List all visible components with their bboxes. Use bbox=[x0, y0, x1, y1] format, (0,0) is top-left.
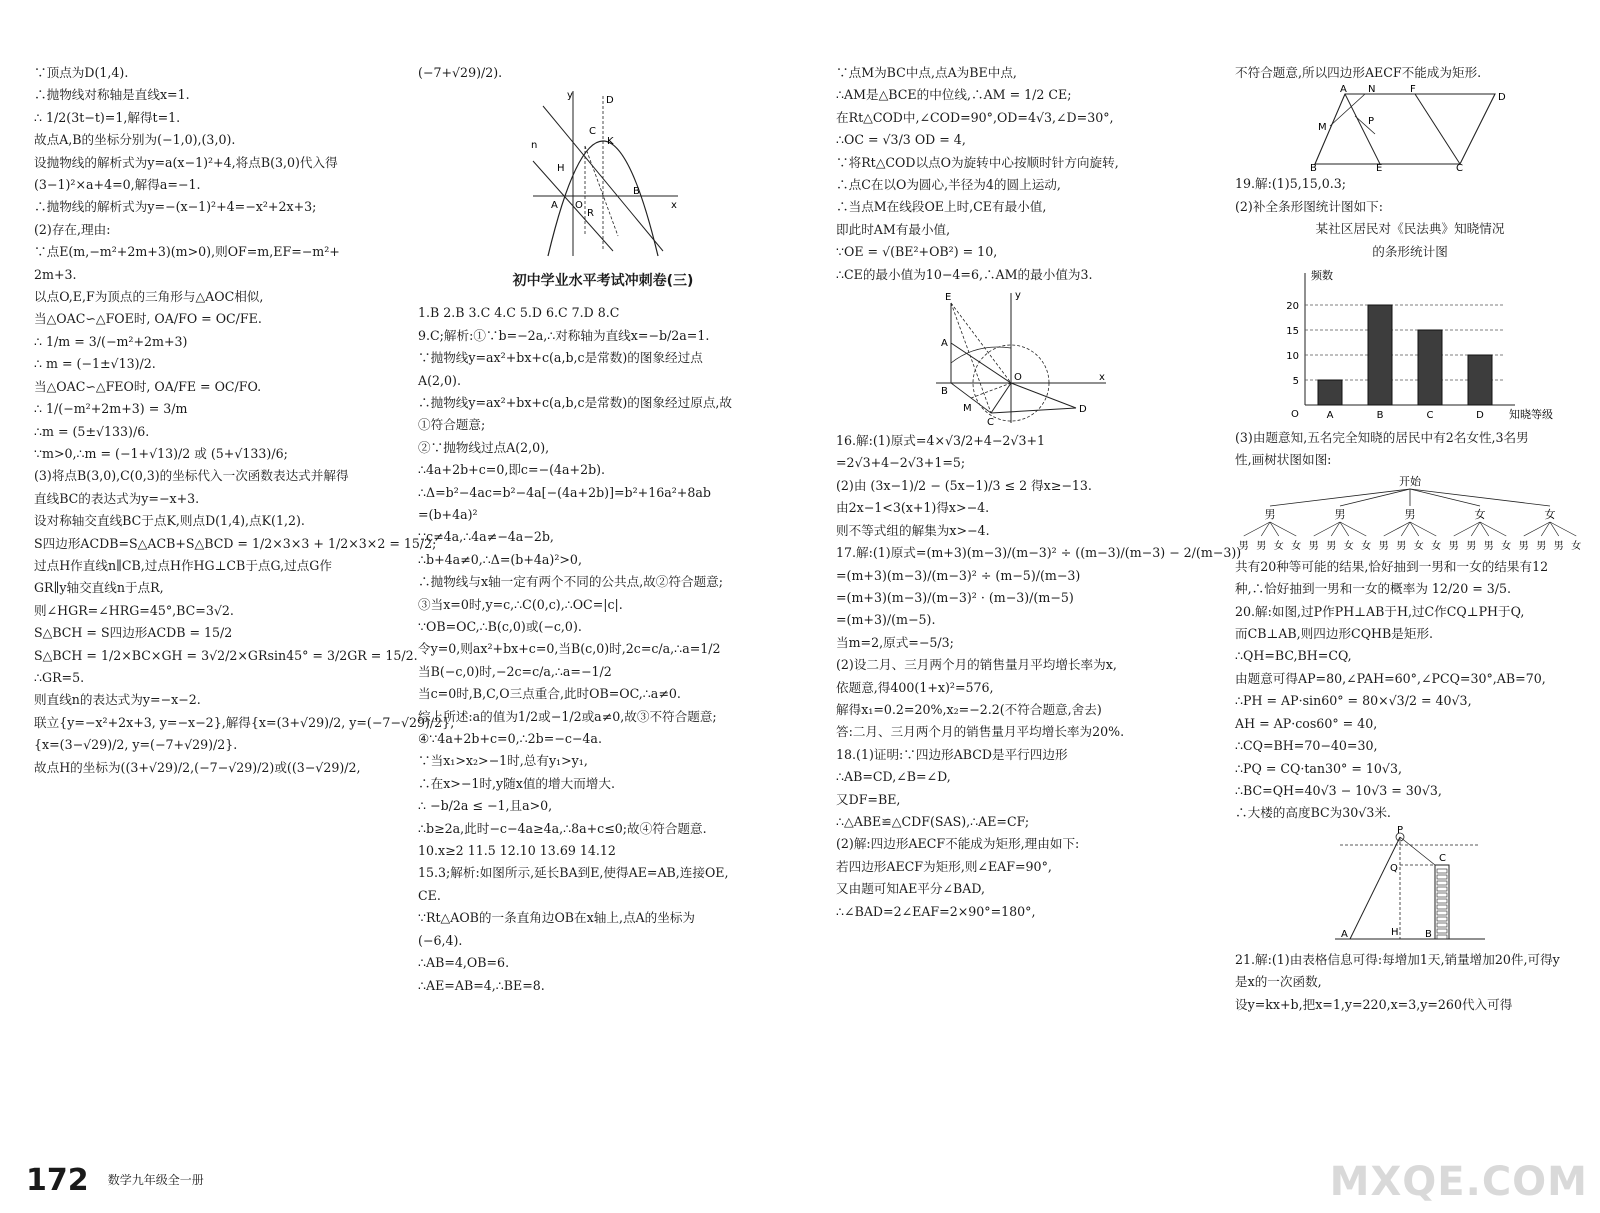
text-line: (2)由 (3x−1)/2 − (5x−1)/3 ≤ 2 得x≥−13. bbox=[836, 477, 1092, 493]
text-line: ∵点M为BC中点,点A为BE中点, bbox=[836, 65, 1017, 80]
text-line: 答:二月、三月两个月的销售量月平均增长率为20%. bbox=[836, 724, 1125, 740]
text-line: ∵顶点为D(1,4). bbox=[34, 65, 129, 80]
tree-branch bbox=[1270, 522, 1296, 536]
text-line: ∴抛物线的解析式为y=−(x−1)²+4=−x²+2x+3; bbox=[34, 199, 317, 215]
text-line: (2)设二月、三月两个月的销售量月平均增长率为x, bbox=[836, 657, 1117, 673]
text-line: 种,∴恰好抽到一男和一女的概率为 12/20 = 3/5. bbox=[1235, 581, 1512, 597]
tree-branch bbox=[1270, 489, 1410, 506]
text-line: S四边形ACDB=S△ACB+S△BCD = 1/2×3×3 + 1/2×3×2 = 15/2; bbox=[34, 535, 437, 551]
text-line: 设y=kx+b,把x=1,y=220,x=3,y=260代入可得 bbox=[1235, 996, 1513, 1012]
bar bbox=[1468, 355, 1492, 405]
text-line: ∴b≥2a,此时−c−4a≥4a,∴8a+c≤0;故④符合题意. bbox=[418, 820, 707, 836]
text-line: ∴PQ = CQ·tan30° = 10√3, bbox=[1235, 760, 1402, 776]
text-line: 由2x−1<3(x+1)得x>−4. bbox=[836, 500, 990, 516]
text-line: ∴ 1/2(3t−t)=1,解得t=1. bbox=[34, 109, 181, 125]
text-line: ∴在x>−1时,y随x值的增大而增大. bbox=[418, 775, 615, 791]
text-line: (3−1)²×a+4=0,解得a=−1. bbox=[34, 177, 201, 193]
origin-label: O bbox=[1291, 409, 1299, 421]
tree-leaf: 男 bbox=[1326, 540, 1337, 552]
text-line: 解得x₁=0.2=20%,x₂=−2.2(不符合题意,舍去) bbox=[836, 701, 1102, 717]
text-line: ∴ −b/2a ≤ −1,且a>0, bbox=[418, 798, 553, 814]
building-floor bbox=[1437, 875, 1447, 879]
tree-branch bbox=[1410, 489, 1550, 506]
text-line: 18.(1)证明:∵四边形ABCD是平行四边形 bbox=[836, 746, 1068, 762]
text-line: ∵OB=OC,∴B(c,0)或(−c,0). bbox=[418, 619, 582, 634]
text-line: ③当x=0时,y=c,∴C(0,c),∴OC=|c|. bbox=[418, 596, 623, 612]
text-line: 10.x≥2 11.5 12.10 13.69 14.12 bbox=[418, 843, 616, 859]
tree-leaf: 男 bbox=[1466, 540, 1477, 552]
text-line: =(m+3)(m−3)/(m−3)² · (m−3)/(m−5) bbox=[836, 589, 1074, 605]
building-floor bbox=[1437, 893, 1447, 897]
bar bbox=[1368, 305, 1392, 405]
text-line: 当△OAC∽△FOE时, OA/FO = OC/FE. bbox=[34, 311, 262, 327]
x-axis-label: 知晓等级 bbox=[1509, 408, 1553, 422]
text-line: 当B(−c,0)时,−2c=c/a,∴a=−1/2 bbox=[418, 663, 612, 679]
building-floor bbox=[1437, 917, 1447, 921]
x-tick-label: A bbox=[1326, 410, 1334, 422]
text-line: 9.C;解析:①∵b=−2a,∴对称轴为直线x=−b/2a=1. bbox=[418, 327, 710, 343]
text-line: ∴b+4a≠0,∴Δ=(b+4a)²>0, bbox=[418, 551, 582, 567]
fig3-label-P: P bbox=[1368, 116, 1375, 128]
y-tick-label: 5 bbox=[1292, 376, 1299, 388]
text-line: 则直线n的表达式为y=−x−2. bbox=[34, 692, 201, 708]
tree-leaf: 男 bbox=[1256, 540, 1267, 552]
fig3-label-D: D bbox=[1498, 92, 1506, 104]
page-footer bbox=[26, 1163, 204, 1198]
text-line: (3)将点B(3,0),C(0,3)的坐标代入一次函数表达式并解得 bbox=[34, 468, 349, 484]
building-floor bbox=[1437, 869, 1447, 873]
text-line: 当△OAC∽△FEO时, OA/FE = OC/FO. bbox=[34, 378, 262, 394]
tree-node: 男 bbox=[1264, 507, 1276, 521]
text-line: 以点O,E,F为顶点的三角形与△AOC相似, bbox=[34, 289, 264, 305]
text-line: 故点A,B的坐标分别为(−1,0),(3,0). bbox=[34, 132, 236, 148]
fig1-label-O: O bbox=[575, 200, 583, 212]
text-line: (2)解:四边形AECF不能成为矩形,理由如下: bbox=[836, 836, 1080, 852]
text-line: S△BCH = S四边形ACDB = 15/2 bbox=[34, 625, 233, 641]
tree-leaf: 男 bbox=[1448, 540, 1459, 552]
text-line: 2m+3. bbox=[34, 266, 77, 282]
text-line: ∵点E(m,−m²+2m+3)(m>0),则OF=m,EF=−m²+ bbox=[34, 244, 340, 260]
chart-title-line-1: 某社区居民对《民法典》知晓情况 bbox=[1315, 221, 1505, 237]
column-4 bbox=[1235, 62, 1585, 1016]
tree-branch bbox=[1454, 522, 1480, 536]
book-title: 数学九年级全一册 bbox=[107, 1173, 204, 1187]
text-line: ∴ m = (−1±√13)/2. bbox=[34, 356, 156, 372]
text-line: ∴BC=QH=40√3 − 10√3 = 30√3, bbox=[1235, 782, 1442, 798]
text-line: 依题意,得400(1+x)²=576, bbox=[836, 679, 994, 695]
text-line: 16.解:(1)原式=4×√3/2+4−2√3+1 bbox=[836, 433, 1046, 449]
figure-parallelogram bbox=[1310, 84, 1510, 175]
tree-branch bbox=[1410, 489, 1480, 506]
x-tick-label: C bbox=[1426, 410, 1434, 422]
text-line: ∵m>0,∴m = (−1+√13)/2 或 (5+√133)/6; bbox=[34, 445, 288, 461]
text-line: =(b+4a)² bbox=[418, 506, 478, 522]
text-line: 当m=2,原式=−5/3; bbox=[836, 634, 954, 650]
text-line: AH = AP·cos60° = 40, bbox=[1235, 715, 1378, 731]
text-line: ①符合题意; bbox=[418, 417, 486, 433]
text-line: ∴△ABE≌△CDF(SAS),∴AE=CF; bbox=[836, 813, 1030, 829]
text-line: ∴抛物线y=ax²+bx+c(a,b,c是常数)的图象经过原点,故 bbox=[418, 394, 733, 410]
tree-leaf: 男 bbox=[1238, 540, 1249, 552]
figure-building bbox=[1335, 824, 1485, 947]
tree-branch bbox=[1384, 522, 1410, 536]
fig3-label-B: B bbox=[1310, 163, 1317, 175]
text-line: 共有20种等可能的结果,恰好抽到一男和一女的结果有12 bbox=[1235, 558, 1549, 574]
text-line: ∴AE=AB=4,∴BE=8. bbox=[418, 977, 545, 993]
text-line: 1.B 2.B 3.C 4.C 5.D 6.C 7.D 8.C bbox=[418, 305, 620, 321]
tree-leaf: 男 bbox=[1308, 540, 1319, 552]
tree-leaf: 女 bbox=[1413, 540, 1424, 552]
fig4-label-Q: Q bbox=[1390, 862, 1398, 874]
tree-node: 男 bbox=[1334, 507, 1346, 521]
text-line: CE. bbox=[418, 887, 441, 903]
text-line: =(m+3)/(m−5). bbox=[836, 612, 936, 628]
building-floor bbox=[1437, 899, 1447, 903]
y-tick-label: 15 bbox=[1286, 326, 1299, 338]
text-line: 设对称轴交直线BC于点K,则点D(1,4),点K(1,2). bbox=[34, 513, 305, 529]
tree-leaf: 男 bbox=[1396, 540, 1407, 552]
text-line: ∴AM是△BCE的中位线,∴AM = 1/2 CE; bbox=[836, 87, 1072, 103]
tree-leaf: 女 bbox=[1343, 540, 1354, 552]
bar bbox=[1418, 330, 1442, 405]
text-line: 是x的一次函数, bbox=[1235, 974, 1322, 990]
fig1-label-H: H bbox=[557, 163, 565, 175]
figure-parabola bbox=[523, 86, 683, 261]
watermark: MXQE.COM bbox=[1329, 1159, 1588, 1205]
tree-branch bbox=[1314, 522, 1340, 536]
text-line: ∴当点M在线段OE上时,CE有最小值, bbox=[836, 199, 1047, 215]
text-line: ∴PH = AP·sin60° = 80×√3/2 = 40√3, bbox=[1235, 693, 1472, 709]
tree-branch bbox=[1480, 522, 1506, 536]
tree-leaf: 女 bbox=[1291, 540, 1302, 552]
tree-root: 开始 bbox=[1399, 474, 1421, 488]
fig1-label-D: D bbox=[606, 95, 614, 107]
text-line: S△BCH = 1/2×BC×GH = 3√2/2×GRsin45° = 3/2GR = 15/2. bbox=[34, 647, 418, 663]
text-line: 综上所述:a的值为1/2或−1/2或a≠0,故③不符合题意; bbox=[418, 708, 717, 724]
text-line: ∴点C在以O为圆心,半径为4的圆上运动, bbox=[836, 177, 1061, 193]
tree-leaf: 女 bbox=[1431, 540, 1442, 552]
text-line: 设抛物线的解析式为y=a(x−1)²+4,将点B(3,0)代入得 bbox=[34, 154, 338, 170]
tree-diagram bbox=[1235, 474, 1585, 554]
chart-title-line-2: 的条形统计图 bbox=[1372, 243, 1448, 259]
fig2-label-M: M bbox=[963, 403, 972, 415]
fig3-label-N: N bbox=[1368, 84, 1376, 96]
text-line: ∵c≠4a,∴4a≠−4a−2b, bbox=[418, 529, 554, 545]
tree-leaf: 男 bbox=[1378, 540, 1389, 552]
text-line: ∴ 1/m = 3/(−m²+2m+3) bbox=[34, 333, 188, 349]
text-line: ∴大楼的高度BC为30√3米. bbox=[1235, 805, 1391, 821]
tree-node: 女 bbox=[1544, 507, 1556, 521]
text-line: (2)补全条形图统计图如下: bbox=[1235, 198, 1384, 214]
tree-branch bbox=[1524, 522, 1550, 536]
text-line: 令y=0,则ax²+bx+c=0,当B(c,0)时,2c=c/a,∴a=1/2 bbox=[418, 641, 721, 657]
text-line: 若四边形AECF为矩形,则∠EAF=90°, bbox=[836, 858, 1052, 874]
text-line: ∴CQ=BH=70−40=30, bbox=[1235, 738, 1378, 754]
fig2-label-A: A bbox=[941, 338, 948, 350]
fig2-label-D: D bbox=[1079, 404, 1087, 416]
text-line: ∴∠BAD=2∠EAF=2×90°=180°, bbox=[836, 903, 1036, 919]
text-line: 20.解:如图,过P作PH⊥AB于H,过C作CQ⊥PH于Q, bbox=[1235, 603, 1525, 619]
text-line: (−7+√29)/2). bbox=[418, 65, 503, 80]
text-line: ∴QH=BC,BH=CQ, bbox=[1235, 648, 1352, 664]
fig4-label-P: P bbox=[1397, 824, 1404, 836]
text-line: ④∵4a+2b+c=0,∴2b=−c−4a. bbox=[418, 731, 602, 747]
text-line: 联立{y=−x²+2x+3, y=−x−2},解得{x=(3+√29)/2, y=(−7−√29)/2}, bbox=[34, 714, 455, 730]
building-floor bbox=[1437, 923, 1447, 927]
text-line: 而CB⊥AB,则四边形CQHB是矩形. bbox=[1235, 626, 1434, 642]
text-line: 性,画树状图如图: bbox=[1235, 452, 1332, 468]
fig4-label-B: B bbox=[1425, 928, 1432, 940]
page-number: 172 bbox=[26, 1163, 89, 1198]
fig4-label-A: A bbox=[1341, 928, 1348, 940]
fig2-label-O: O bbox=[1014, 372, 1022, 384]
fig1-label-y: y bbox=[567, 90, 573, 102]
fig2-label-x: x bbox=[1099, 372, 1105, 384]
text-line: ∴OC = √3/3 OD = 4, bbox=[836, 132, 966, 148]
fig1-label-n: n bbox=[531, 140, 538, 152]
tree-leaf: 女 bbox=[1501, 540, 1512, 552]
y-tick-label: 20 bbox=[1286, 301, 1299, 313]
column-2 bbox=[418, 62, 788, 997]
tree-branch bbox=[1340, 489, 1410, 506]
text-line: 当c=0时,B,C,O三点重合,此时OB=OC,∴a≠0. bbox=[418, 686, 681, 702]
text-line: ∵OE = √(BE²+OB²) = 10, bbox=[836, 244, 998, 260]
x-tick-label: D bbox=[1476, 410, 1484, 422]
text-line: ∴4a+2b+c=0,即c=−(4a+2b). bbox=[418, 462, 606, 478]
fig1-label-x: x bbox=[671, 200, 677, 212]
text-line: ∵抛物线y=ax²+bx+c(a,b,c是常数)的图象经过点 bbox=[418, 350, 703, 366]
text-line: ∴GR=5. bbox=[34, 669, 85, 685]
text-line: 故点H的坐标为((3+√29)/2,(−7−√29)/2)或((3−√29)/2, bbox=[34, 759, 361, 775]
text-line: (−6,4). bbox=[418, 932, 463, 948]
fig2-label-B: B bbox=[941, 386, 948, 398]
text-line: 直线BC的表达式为y=−x+3. bbox=[34, 490, 200, 506]
fig4-label-H: H bbox=[1391, 926, 1399, 938]
fig3-label-E: E bbox=[1376, 163, 1383, 175]
y-tick-label: 10 bbox=[1286, 351, 1299, 363]
text-line: ∴抛物线与x轴一定有两个不同的公共点,故②符合题意; bbox=[418, 574, 724, 590]
tree-node: 男 bbox=[1404, 507, 1416, 521]
text-line: 不符合题意,所以四边形AECF不能成为矩形. bbox=[1235, 65, 1482, 80]
text-line: 21.解:(1)由表格信息可得:每增加1天,销量增加20件,可得y bbox=[1235, 951, 1560, 967]
text-line: (2)存在,理由: bbox=[34, 221, 111, 237]
fig1-label-C: C bbox=[589, 126, 596, 138]
text-line: 过点H作直线n∥CB,过点H作HG⊥CB于点G,过点G作 bbox=[34, 557, 332, 573]
fig1-label-A: A bbox=[551, 200, 558, 212]
fig2-label-E: E bbox=[945, 292, 952, 304]
text-line: 又由题可知AE平分∠BAD, bbox=[836, 881, 985, 897]
text-line: ∴ 1/(−m²+2m+3) = 3/m bbox=[34, 401, 188, 417]
fig1-label-B: B bbox=[633, 186, 640, 198]
building-floor bbox=[1437, 881, 1447, 885]
tree-leaf: 男 bbox=[1518, 540, 1529, 552]
fig2-label-C: C bbox=[987, 417, 994, 429]
text-line: ∴Δ=b²−4ac=b²−4a[−(4a+2b)]=b²+16a²+8ab bbox=[418, 484, 711, 500]
tree-node: 女 bbox=[1474, 507, 1486, 521]
tree-leaf: 男 bbox=[1553, 540, 1564, 552]
tree-leaf: 女 bbox=[1571, 540, 1582, 552]
text-line: A(2,0). bbox=[418, 372, 461, 388]
fig3-label-C: C bbox=[1456, 163, 1463, 175]
tree-leaf: 男 bbox=[1536, 540, 1547, 552]
fig3-label-F: F bbox=[1410, 84, 1416, 96]
tree-branch bbox=[1244, 522, 1270, 536]
fig3-label-A: A bbox=[1340, 84, 1347, 96]
text-line: ∵将Rt△COD以点O为旋转中心按顺时针方向旋转, bbox=[836, 154, 1119, 170]
tree-branch bbox=[1550, 522, 1576, 536]
text-line: ∴m = (5±√133)/6. bbox=[34, 423, 150, 439]
tree-leaf: 男 bbox=[1483, 540, 1494, 552]
fig2-label-y: y bbox=[1015, 290, 1021, 302]
fig3-label-M: M bbox=[1318, 122, 1327, 134]
fig1-label-K: K bbox=[607, 136, 614, 148]
column-3 bbox=[836, 62, 1242, 923]
building-floor bbox=[1437, 887, 1447, 891]
text-line: ②∵抛物线过点A(2,0), bbox=[418, 439, 550, 455]
text-line: ∴CE的最小值为10−4=6,∴AM的最小值为3. bbox=[836, 266, 1093, 282]
text-line: =(m+3)(m−3)/(m−3)² ÷ (m−5)/(m−3) bbox=[836, 567, 1081, 583]
text-line: 由题意可得AP=80,∠PAH=60°,∠PCQ=30°,AB=70, bbox=[1235, 670, 1546, 686]
section-heading: 初中学业水平考试冲刺卷(三) bbox=[512, 273, 694, 290]
text-line: 又DF=BE, bbox=[836, 791, 901, 807]
figure-rotation bbox=[931, 288, 1111, 428]
text-line: 则不等式组的解集为x>−4. bbox=[836, 522, 990, 538]
text-line: (3)由题意知,五名完全知晓的居民中有2名女性,3名男 bbox=[1235, 430, 1529, 446]
text-line: 在Rt△COD中,∠COD=90°,OD=4√3,∠D=30°, bbox=[836, 109, 1114, 125]
text-line: {x=(3−√29)/2, y=(−7+√29)/2}. bbox=[34, 737, 238, 753]
building-floor bbox=[1437, 929, 1447, 933]
x-tick-label: B bbox=[1376, 410, 1384, 422]
tree-branch bbox=[1410, 522, 1436, 536]
tree-branch bbox=[1340, 522, 1366, 536]
fig1-label-R: R bbox=[587, 208, 594, 220]
bar-chart bbox=[1265, 265, 1555, 425]
text-line: GR∥y轴交直线n于点R, bbox=[34, 580, 164, 596]
text-line: 19.解:(1)5,15,0.3; bbox=[1235, 176, 1347, 192]
tree-leaf: 女 bbox=[1361, 540, 1372, 552]
bar bbox=[1318, 380, 1342, 405]
text-line: 15.3;解析:如图所示,延长BA到E,使得AE=AB,连接OE, bbox=[418, 865, 729, 881]
text-line: 即此时AM有最小值, bbox=[836, 221, 951, 237]
text-line: ∴AB=4,OB=6. bbox=[418, 955, 510, 971]
text-line: ∴抛物线对称轴是直线x=1. bbox=[34, 87, 190, 103]
text-line: ∵Rt△AOB的一条直角边OB在x轴上,点A的坐标为 bbox=[418, 910, 696, 926]
text-line: 17.解:(1)原式=(m+3)(m−3)/(m−3)² ÷ ((m−3)/(m−3) − 2/(m−3)) bbox=[836, 545, 1242, 561]
fig4-label-C: C bbox=[1439, 852, 1446, 864]
text-line: ∵当x₁>x₂>−1时,总有y₁>y₁, bbox=[418, 753, 588, 769]
text-line: =2√3+4−2√3+1=5; bbox=[836, 455, 966, 471]
y-axis-label: 频数 bbox=[1311, 269, 1333, 283]
building-floor bbox=[1437, 911, 1447, 915]
building-floor bbox=[1437, 905, 1447, 909]
tree-leaf: 女 bbox=[1273, 540, 1284, 552]
text-line: ∴AB=CD,∠B=∠D, bbox=[836, 769, 951, 785]
building-floor bbox=[1437, 935, 1447, 939]
text-line: 则∠HGR=∠HRG=45°,BC=3√2. bbox=[34, 602, 234, 618]
